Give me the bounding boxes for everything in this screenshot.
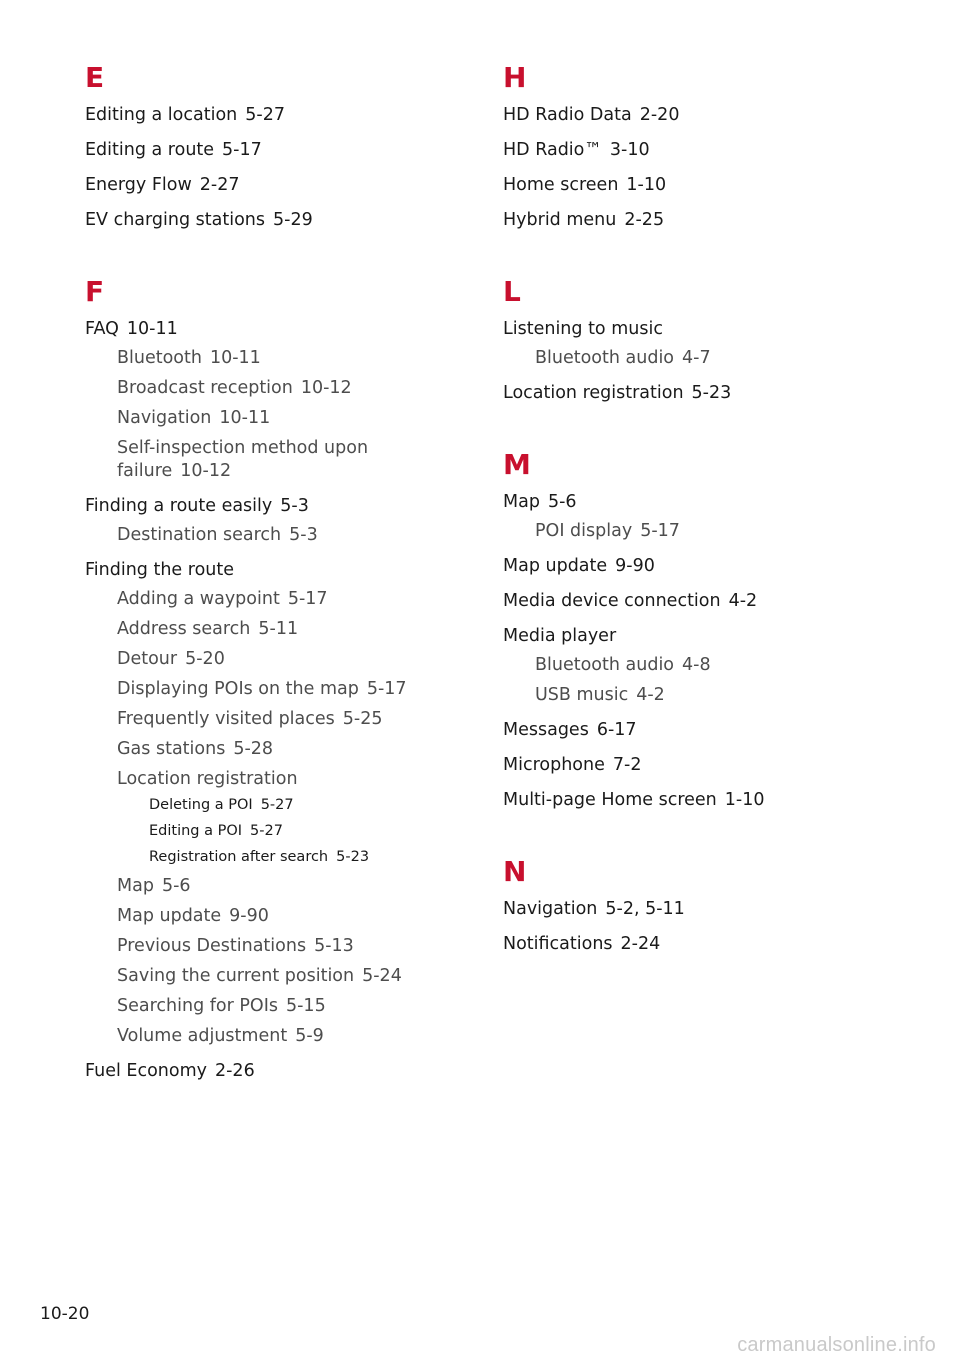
index-entry-media-connection[interactable]: Media device connection 4-2 [503,591,758,611]
index-entry[interactable]: Hybrid menu 2-25 [503,210,665,230]
index-subentry[interactable]: Volume adjustment 5-9 [117,1026,324,1046]
index-column-right [503,58,903,996]
index-subentry[interactable]: Displaying POIs on the map 5-17 [117,679,407,699]
index-subentry[interactable]: Saving the current position 5-24 [117,966,402,986]
index-subentry[interactable]: Bluetooth 10-11 [117,348,261,368]
index-section-n [503,852,903,956]
index-subsubentry[interactable]: Deleting a POI 5-27 [149,797,294,813]
index-subentry[interactable]: Adding a waypoint 5-17 [117,589,328,609]
index-entry-media-player[interactable]: Media player [503,626,617,646]
index-subentry[interactable]: Broadcast reception 10-12 [117,378,352,398]
index-section-h [503,58,903,232]
faq-subentries [117,347,485,483]
index-subentry[interactable]: Destination search 5-3 [117,525,318,545]
index-entry[interactable]: Editing a location 5-27 [85,105,285,125]
index-entry[interactable]: HD Radio Data 2-20 [503,105,680,125]
index-section-f [85,272,485,1083]
index-subentry[interactable]: Detour 5-20 [117,649,225,669]
index-subentry[interactable]: Searching for POIs 5-15 [117,996,326,1016]
section-letter-m: M [503,448,531,481]
section-letter-h: H [503,61,527,94]
index-subentry[interactable]: Frequently visited places 5-25 [117,709,383,729]
index-subsubentry[interactable]: Editing a POI 5-27 [149,823,283,839]
section-letter-n: N [503,855,527,888]
map-subentries [535,520,903,543]
index-subentry[interactable]: Gas stations 5-28 [117,739,274,759]
index-entry[interactable]: Energy Flow 2-27 [85,175,240,195]
index-entry-faq[interactable]: FAQ 10-11 [85,319,178,339]
index-entry-microphone[interactable]: Microphone 7-2 [503,755,642,775]
index-entry-finding-easily[interactable]: Finding a route easily 5-3 [85,496,309,516]
index-subentry[interactable]: Bluetooth audio 4-7 [535,348,711,368]
index-entry-finding-route[interactable]: Finding the route [85,560,234,580]
index-column-left [85,58,485,1123]
index-subentry[interactable]: Map update 9-90 [117,906,269,926]
index-entry[interactable]: Notifications 2-24 [503,934,661,954]
index-entry-listening[interactable]: Listening to music [503,319,663,339]
page-number: 10-20 [40,1304,90,1324]
index-entry[interactable]: Editing a route 5-17 [85,140,262,160]
listening-subentries [535,347,903,370]
index-subentry-location-registration[interactable]: Location registration [117,769,298,789]
index-subentry[interactable]: Bluetooth audio 4-8 [535,655,711,675]
location-registration-subentries [149,795,485,867]
index-subentry[interactable]: Map 5-6 [117,876,191,896]
index-entry[interactable]: Home screen 1-10 [503,175,667,195]
index-subentry[interactable]: Navigation 10-11 [117,408,271,428]
finding-route-subentries [117,588,485,1048]
section-letter-e: E [85,61,105,94]
index-entry-fuel-economy[interactable]: Fuel Economy 2-26 [85,1061,255,1081]
index-subentry[interactable]: USB music 4-2 [535,685,665,705]
index-entry-messages[interactable]: Messages 6-17 [503,720,637,740]
index-entry-multipage-home[interactable]: Multi-page Home screen 1-10 [503,790,765,810]
index-subentry[interactable]: Previous Destinations 5-13 [117,936,354,956]
index-subentry[interactable]: Address search 5-11 [117,619,299,639]
index-entry-location-registration[interactable]: Location registration 5-23 [503,383,732,403]
index-subentry[interactable]: Self-inspection method upon failure 10-12 [117,438,369,481]
index-section-l [503,272,903,405]
index-entry[interactable]: HD Radio™ 3-10 [503,140,650,160]
index-section-m [503,445,903,812]
section-letter-l: L [503,275,521,308]
index-subsubentry[interactable]: Registration after search 5-23 [149,849,370,865]
media-player-subentries [535,654,903,707]
section-letter-f: F [85,275,105,308]
watermark: carmanualsonline.info [737,1334,936,1356]
index-entry-map[interactable]: Map 5-6 [503,492,577,512]
index-subentry[interactable]: POI display 5-17 [535,521,680,541]
index-entry[interactable]: Navigation 5-2, 5-11 [503,899,685,919]
finding-easily-subentries [117,524,485,547]
index-entry-map-update[interactable]: Map update 9-90 [503,556,655,576]
index-section-e [85,58,485,232]
index-entry[interactable]: EV charging stations 5-29 [85,210,313,230]
